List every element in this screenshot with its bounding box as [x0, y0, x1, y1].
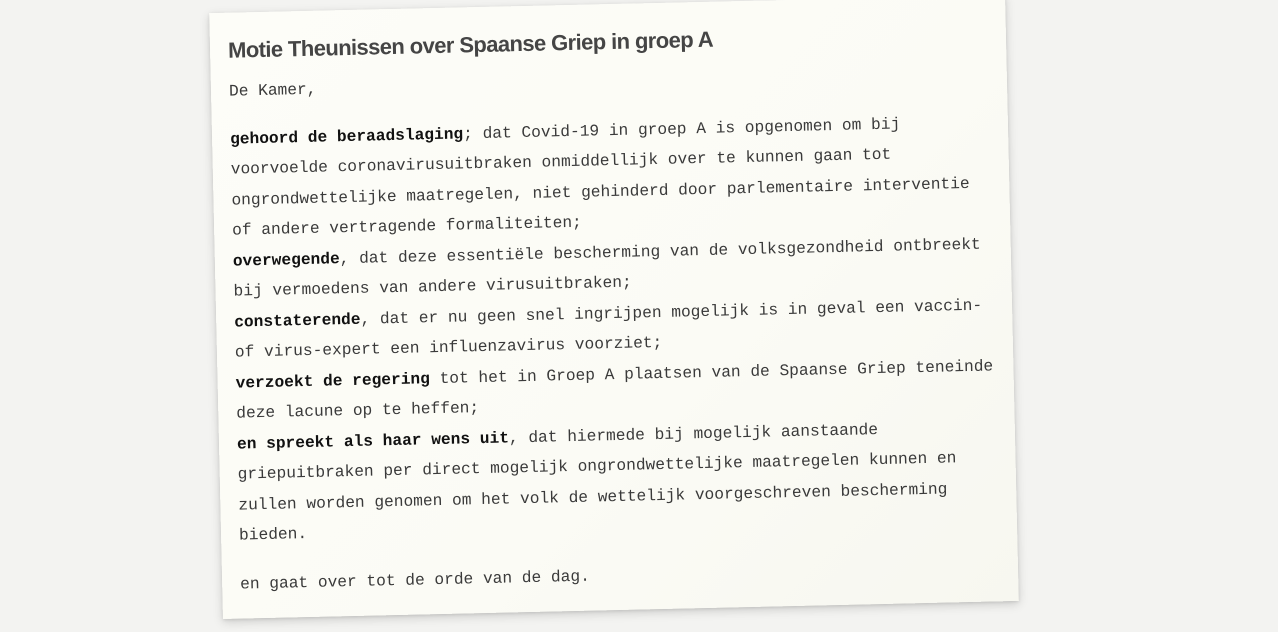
closing-line: en gaat over tot de orde van de dag. [239, 567, 591, 594]
paragraph-keyword: gehoord de beraadslaging [229, 124, 464, 149]
paragraph-keyword: verzoekt de regering [235, 369, 431, 393]
paragraph-expresses-wish [237, 412, 998, 551]
salutation: De Kamer, [228, 80, 317, 101]
motion-title: Motie Theunissen over Spaanse Griep in groep A [227, 26, 714, 63]
paragraph-heard-deliberation [230, 107, 991, 246]
paragraph-keyword: en spreekt als haar wens uit [236, 428, 510, 454]
paragraph-keyword: constaterende [234, 310, 361, 332]
paragraph-keyword: overwegende [232, 249, 340, 271]
paragraph-text: , dat deze essentiële bescherming van de volksgezondheid ontbreekt bij vermoedens van andere virusuitbraken; [233, 235, 981, 301]
paragraph-text: tot het in Groep A plaatsen van de Spaanse Griep teneinde deze lacune op te heffen; [236, 356, 994, 423]
motion-body [229, 59, 999, 599]
paragraph-text: ; dat Covid-19 in groep A is opgenomen om bij voorvoelde coronavirusuitbraken onmiddellijk over te kunnen gaan tot ongrondwettelijke maatregelen, niet gehinderd door parlementaire interventie of andere vertragende formaliteiten; [230, 114, 970, 240]
paragraph-text: , dat hiermede bij mogelijk aanstaande griepuitbraken per direct mogelijk ongrondwettelijke maatregelen kunnen en zullen worden genomen om het volk de wettelijk voorgeschreven bescherming bieden. [237, 420, 957, 545]
paragraph-text: , dat er nu geen snel ingrijpen mogelijk is in geval een vaccin- of virus-expert een influenzavirus voorziet; [234, 296, 983, 362]
motion-paper [209, 0, 1019, 619]
